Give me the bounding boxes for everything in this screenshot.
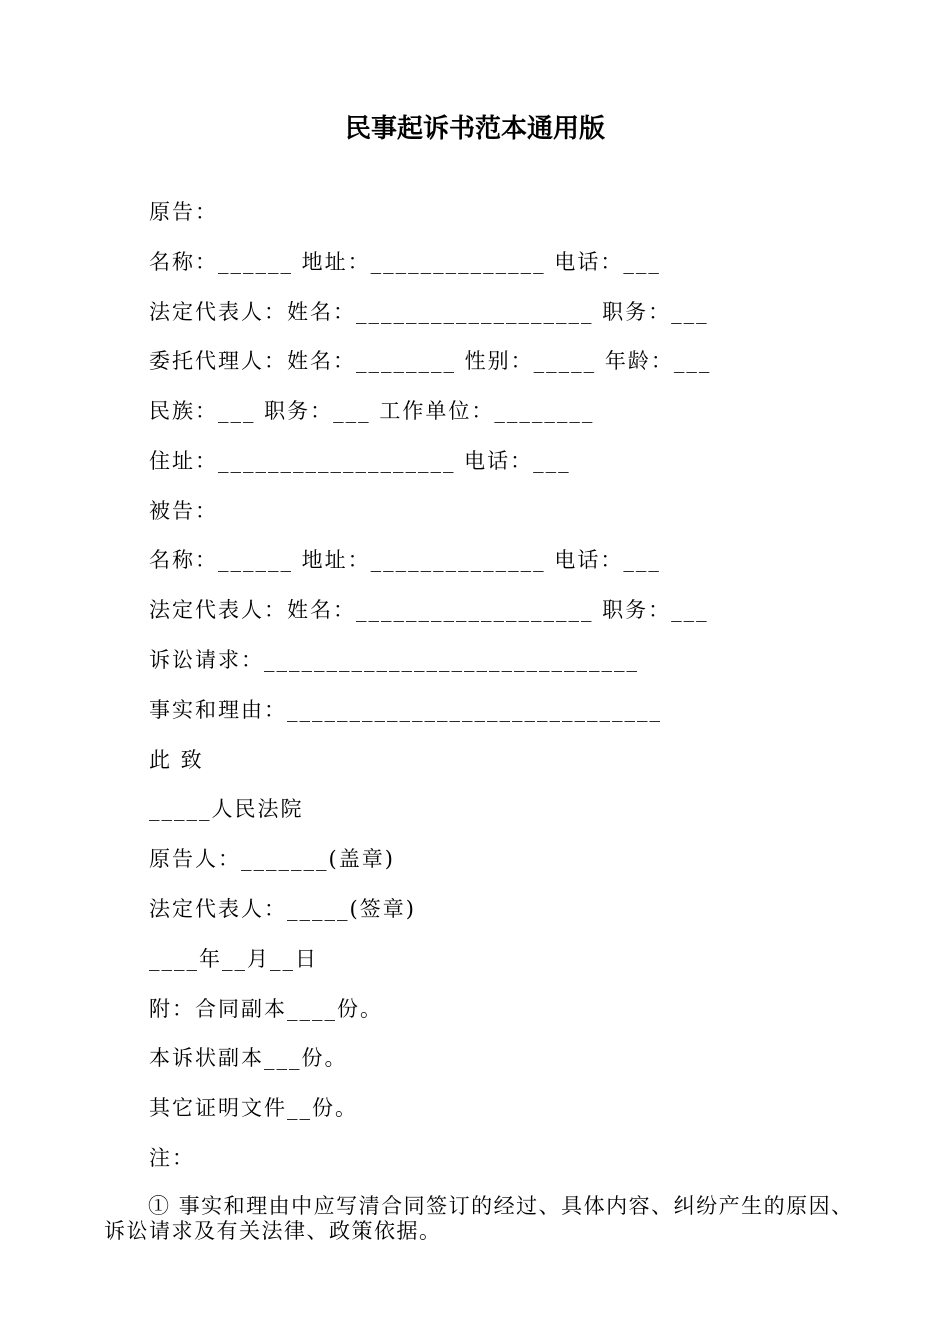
attachment-contract-line: 附：合同副本____份。 [149,997,383,1021]
date-line: ____年__月__日 [149,947,318,971]
defendant-legal-rep-line: 法定代表人：姓名：___________________ 职务：___ [149,598,709,622]
defendant-heading: 被告： [149,499,218,523]
attachment-evidence-line: 其它证明文件__份。 [149,1096,358,1120]
claims-line: 诉讼请求：______________________________ [149,648,639,672]
defendant-name-line: 名称：______ 地址：______________ 电话：___ [149,548,661,572]
plaintiff-agent-line: 委托代理人：姓名：________ 性别：_____ 年龄：___ [149,349,712,373]
plaintiff-address-line: 住址：___________________ 电话：___ [149,449,571,473]
plaintiff-ethnicity-line: 民族：___ 职务：___ 工作单位：________ [149,399,595,423]
court-line: _____人民法院 [149,797,304,821]
plaintiff-heading: 原告： [149,200,218,224]
attachment-copy-line: 本诉状副本___份。 [149,1046,348,1070]
plaintiff-legal-rep-line: 法定代表人：姓名：___________________ 职务：___ [149,300,709,324]
plaintiff-seal-line: 原告人：_______(盖章) [149,847,395,871]
plaintiff-name-line: 名称：______ 地址：______________ 电话：___ [149,250,661,274]
note-paragraph: ① 事实和理由中应写清合同签订的经过、具体内容、纠纷产生的原因、诉讼请求及有关法律、政策依据。 [104,1194,854,1243]
note-heading: 注： [149,1146,195,1170]
salutation-line: 此 致 [149,748,204,772]
legal-rep-signature-line: 法定代表人：_____(签章) [149,897,416,921]
facts-reasons-line: 事实和理由：______________________________ [149,698,662,722]
document-title: 民事起诉书范本通用版 [344,114,605,144]
